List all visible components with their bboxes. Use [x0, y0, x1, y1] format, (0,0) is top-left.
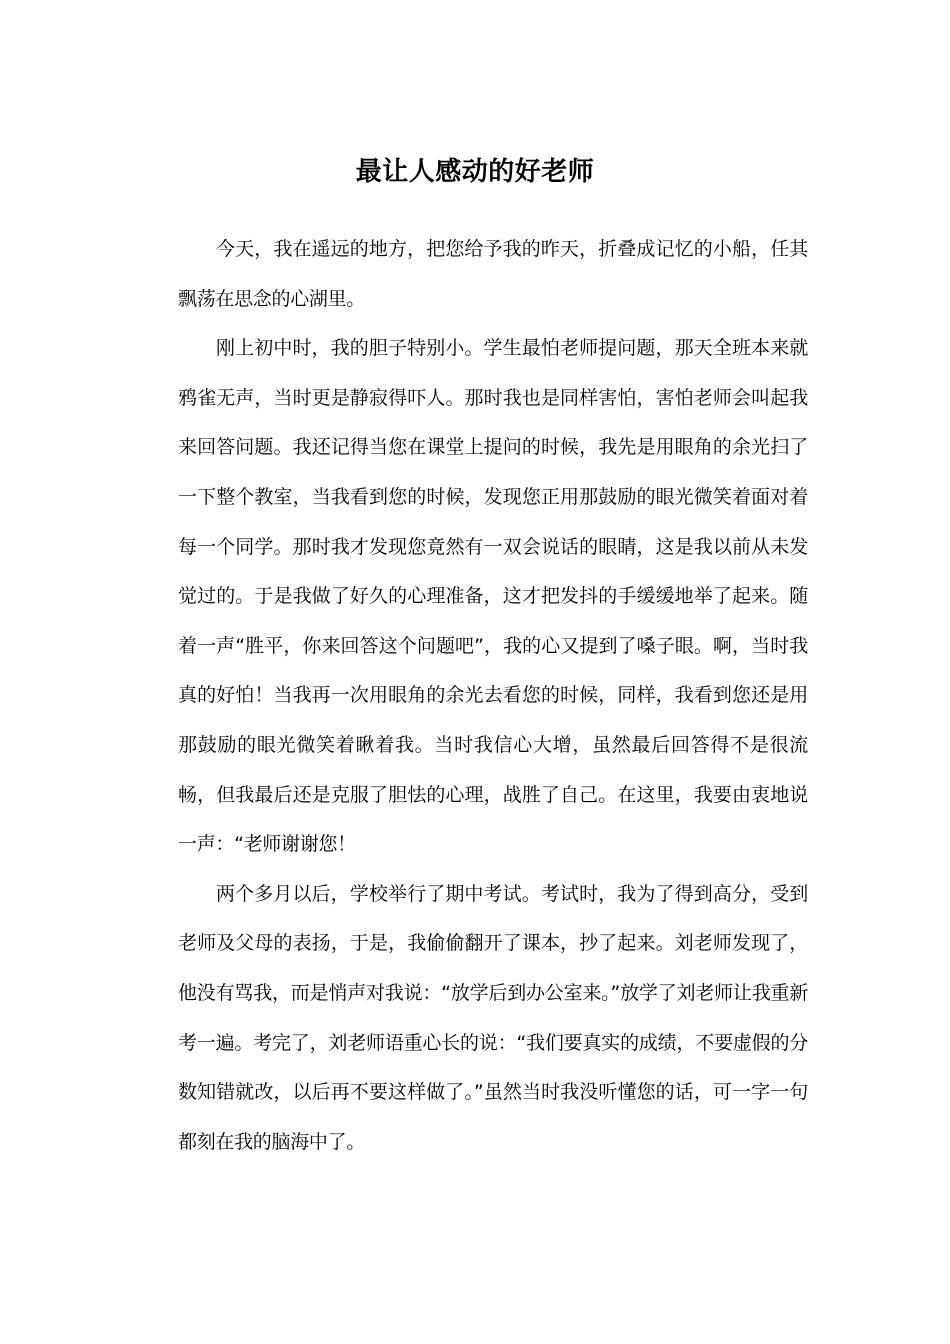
paragraph-1: 今天，我在遥远的地方，把您给予我的昨天，折叠成记忆的小船，任其飘荡在思念的心湖里。 [178, 238, 808, 310]
paragraph-3: 两个多月以后，学校举行了期中考试。考试时，我为了得到高分，受到老师及父母的表扬，于是，我偷偷翻开了课本，抄了起来。刘老师发现了，他没有骂我，而是悄声对我说：“放学后到办公室来。”放学了刘老师让我重新考一遍。考完了，刘老师语重心长的说：“我们要真实的成绩，不要虚假的分数知错就改，以后再不要这样做了。”虽然当时我没听懂您的话，可一字一句都刻在我的脑海中了。 [178, 882, 808, 1153]
document-body [178, 225, 808, 1167]
document-title: 最让人感动的好老师 [355, 157, 595, 187]
paragraph-2: 刚上初中时，我的胆子特别小。学生最怕老师提问题，那天全班本来就鸦雀无声，当时更是静寂得吓人。那时我也是同样害怕，害怕老师会叫起我来回答问题。我还记得当您在课堂上提问的时候，我先是用眼角的余光扫了一下整个教室，当我看到您的时候，发现您正用那鼓励的眼光微笑着面对着每一个同学。那时我才发现您竟然有一双会说话的眼睛，这是我以前从未发觉过的。于是我做了好久的心理准备，这才把发抖的手缓缓地举了起来。随着一声“胜平，你来回答这个问题吧”，我的心又提到了嗓子眼。啊，当时我真的好怕！当我再一次用眼角的余光去看您的时候，同样，我看到您还是用那鼓励的眼光微笑着瞅着我。当时我信心大增，虽然最后回答得不是很流畅，但我最后还是克服了胆怯的心理，战胜了自己。在这里，我要由衷地说一声：“老师谢谢您！ [178, 337, 808, 856]
